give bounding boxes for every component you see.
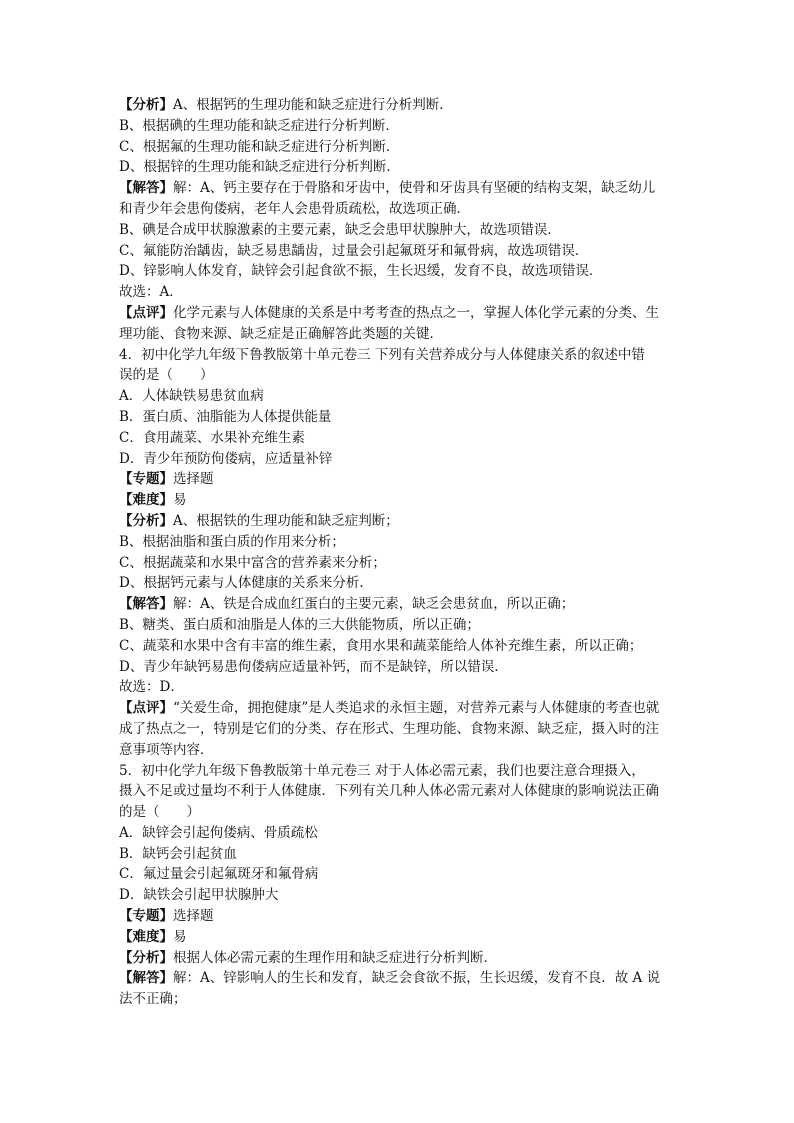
line-text: B、碘是合成甲状腺激素的主要元素，缺乏会患甲状腺肿大，故选项错误．	[119, 221, 561, 238]
text-line-fx3b-0	[119, 116, 679, 137]
text-line-q4a-0	[119, 386, 679, 407]
text-line-q5d-0	[119, 885, 679, 906]
section-tag: 【解答】	[119, 596, 173, 613]
section-tag: 【解答】	[119, 180, 173, 197]
line-text: D、锌影响人体发育，缺锌会引起食欲不振，生长迟缓，发育不良，故选项错误．	[119, 263, 603, 280]
text-line-zt4-0	[119, 469, 679, 490]
text-line-dp3-1	[119, 324, 679, 345]
line-text: 理功能、食物来源、缺乏症是正确解答此类题的关键．	[119, 325, 443, 342]
line-text: D、根据锌的生理功能和缺乏症进行分析判断．	[119, 159, 400, 176]
line-text: C．食用蔬菜、水果补充维生素	[119, 429, 305, 446]
text-line-fx3-0	[119, 95, 679, 116]
line-text: C、根据蔬菜和水果中富含的营养素来分析；	[119, 554, 386, 571]
text-line-dp4-0	[119, 698, 679, 719]
text-line-dp4-1	[119, 719, 679, 740]
text-line-q4-0	[119, 345, 679, 366]
text-line-jd3d-0	[119, 261, 679, 282]
text-line-dp4-2	[119, 740, 679, 761]
line-text: 解：A、铁是合成血红蛋白的主要元素，缺乏会患贫血，所以正确；	[173, 596, 575, 613]
line-text: D．缺铁会引起甲状腺肿大	[119, 887, 279, 904]
line-text: 故选：A．	[119, 284, 183, 301]
section-tag: 【专题】	[119, 471, 173, 488]
line-text: A、根据铁的生理功能和缺乏症判断；	[173, 512, 399, 529]
line-text: B、根据碘的生理功能和缺乏症进行分析判断．	[119, 117, 399, 134]
line-text: 误的是（ ）	[119, 367, 214, 384]
line-text: A．人体缺铁易患贫血病	[119, 388, 264, 405]
section-tag: 【难度】	[119, 492, 173, 509]
text-line-jd4d-0	[119, 657, 679, 678]
line-text: 摄入不足或过量均不利于人体健康．下列有关几种人体必需元素对人体健康的影响说法正确	[119, 783, 659, 800]
line-text: C、氟能防治龋齿，缺乏易患龋齿，过量会引起氟斑牙和氟骨病，故选项错误．	[119, 242, 589, 259]
line-text: B．蛋白质、油脂能为人体提供能量	[119, 408, 332, 425]
text-line-fx4c-0	[119, 553, 679, 574]
line-text: B、糖类、蛋白质和油脂是人体的三大供能物质，所以正确；	[119, 616, 480, 633]
line-text: 解：A、钙主要存在于骨胳和牙齿中，使骨和牙齿具有坚硬的结构支架，缺乏幼儿	[173, 180, 656, 197]
document-body	[119, 95, 679, 1010]
line-text: A．缺锌会引起佝偻病、骨质疏松	[119, 824, 318, 841]
text-line-fx3c-0	[119, 137, 679, 158]
text-line-jd4c-0	[119, 636, 679, 657]
text-line-jd4b-0	[119, 615, 679, 636]
line-text: 根据人体必需元素的生理作用和缺乏症进行分析判断．	[173, 949, 497, 966]
text-line-gx3-0	[119, 282, 679, 303]
text-line-nd5-0	[119, 927, 679, 948]
text-line-fx3d-0	[119, 157, 679, 178]
line-text: 成了热点之一，特别是它们的分类、存在形式、生理功能、食物来源、缺乏症，摄入时的注	[119, 720, 659, 737]
section-tag: 【专题】	[119, 908, 173, 925]
line-text: 4．初中化学九年级下鲁教版第十单元卷三 下列有关营养成分与人体健康关系的叙述中错	[119, 346, 645, 363]
text-line-jd3b-0	[119, 220, 679, 241]
line-text: 化学元素与人体健康的关系是中考考查的热点之一，掌握人体化学元素的分类、生	[173, 304, 659, 321]
text-line-jd5-0	[119, 968, 679, 989]
line-text: “关爱生命，拥抱健康”是人类追求的永恒主题，对营养元素与人体健康的考查也就	[173, 700, 660, 717]
section-tag: 【分析】	[119, 97, 173, 113]
line-text: 易	[173, 928, 187, 945]
text-line-fx4-0	[119, 511, 679, 532]
line-text: 意事项等内容．	[119, 741, 214, 758]
line-text: 的是（ ）	[119, 804, 200, 821]
line-text: B、根据油脂和蛋白质的作用来分析；	[119, 533, 345, 550]
section-tag: 【分析】	[119, 949, 173, 966]
line-text: C、蔬菜和水果中含有丰富的维生素，食用水果和蔬菜能给人体补充维生素，所以正确；	[119, 637, 643, 654]
text-line-jd3c-0	[119, 241, 679, 262]
line-text: D、根据钙元素与人体健康的关系来分析．	[119, 575, 373, 592]
line-text: D．青少年预防佝偻病，应适量补锌	[119, 450, 333, 467]
line-text: 选择题	[173, 471, 214, 488]
text-line-fx4b-0	[119, 532, 679, 553]
text-line-zt5-0	[119, 906, 679, 927]
text-line-fx4d-0	[119, 573, 679, 594]
line-text: C、根据氟的生理功能和缺乏症进行分析判断．	[119, 138, 400, 155]
text-line-q4c-0	[119, 428, 679, 449]
line-text: B．缺钙会引起贫血	[119, 845, 237, 862]
text-line-fx5-0	[119, 948, 679, 969]
line-text: 法不正确；	[119, 991, 187, 1008]
line-text: 5．初中化学九年级下鲁教版第十单元卷三 对于人体必需元素，我们也要注意合理摄入，	[119, 762, 645, 779]
text-line-jd4-0	[119, 594, 679, 615]
line-text: 易	[173, 492, 187, 509]
section-tag: 【难度】	[119, 928, 173, 945]
line-text: C．氟过量会引起氟斑牙和氟骨病	[119, 866, 319, 883]
text-line-jd3-0	[119, 178, 679, 199]
text-line-q5b-0	[119, 844, 679, 865]
text-line-q5-2	[119, 802, 679, 823]
line-text: A、根据钙的生理功能和缺乏症进行分析判断．	[173, 97, 453, 113]
text-line-q4-1	[119, 365, 679, 386]
line-text: 故选：D．	[119, 679, 184, 696]
text-line-q5-1	[119, 781, 679, 802]
text-line-nd4-0	[119, 490, 679, 511]
line-text: 选择题	[173, 908, 214, 925]
text-line-q5a-0	[119, 823, 679, 844]
text-line-jd5-1	[119, 989, 679, 1010]
text-line-jd3-1	[119, 199, 679, 220]
line-text: 解：A、锌影响人的生长和发育，缺乏会食欲不振，生长迟缓，发育不良．故 A 说	[173, 970, 661, 987]
section-tag: 【解答】	[119, 970, 173, 987]
line-text: 和青少年会患佝偻病，老年人会患骨质疏松，故选项正确．	[119, 200, 470, 217]
text-line-q5c-0	[119, 864, 679, 885]
line-text: D、青少年缺钙易患佝偻病应适量补钙，而不是缺锌，所以错误．	[119, 658, 508, 675]
text-line-dp3-0	[119, 303, 679, 324]
section-tag: 【分析】	[119, 512, 173, 529]
section-tag: 【点评】	[119, 700, 173, 717]
section-tag: 【点评】	[119, 304, 173, 321]
text-line-q5-0	[119, 761, 679, 782]
text-line-gx4-0	[119, 677, 679, 698]
text-line-q4b-0	[119, 407, 679, 428]
text-line-q4d-0	[119, 449, 679, 470]
